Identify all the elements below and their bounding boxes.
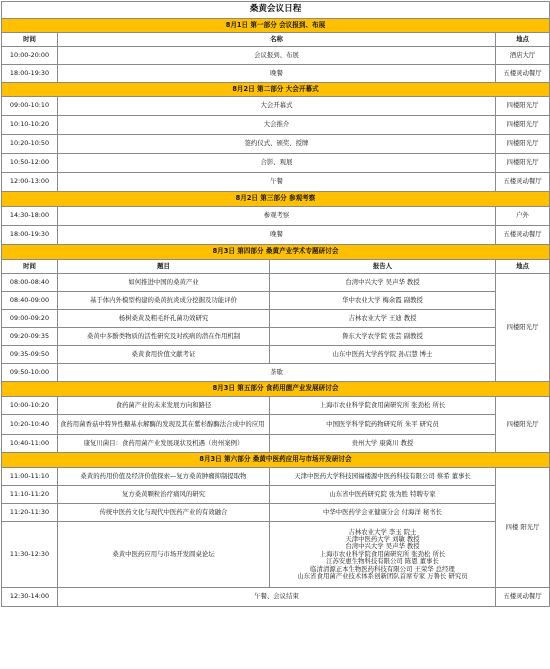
row-speaker: 吉林农业大学 王迪 教授 (270, 310, 496, 328)
row-time: 09:50-10:00 (2, 364, 58, 382)
row-venue: 酒店大厅 (496, 47, 550, 65)
section-2-title: 8月2日 第二部分 大会开幕式 (2, 83, 550, 97)
row-time: 14:30-18:00 (2, 207, 58, 226)
row-venue: 五楼灵动餐厅 (496, 65, 550, 83)
row-topic: 杨树桑黄及粗毛纤孔菌功效研究 (58, 310, 270, 328)
row-topic: 食药用菌香菇中特异性糖基水解酶的发现及其在紫杉醇酶法合成中的应用 (58, 415, 270, 435)
row-time: 08:00-08:40 (2, 274, 58, 292)
row-venue: 四楼 阳光厅 (496, 468, 550, 588)
row-venue: 四楼阳光厅 (496, 97, 550, 116)
table-row (2, 47, 550, 65)
row-topic: 复方桑黄颗粒治疗痛风的研究 (58, 486, 270, 504)
row-name: 合影、观展 (58, 154, 496, 173)
row-topic: 桑黄的药用价值及经济价值探索—复方桑黄肿瘤抑制提取物 (58, 468, 270, 486)
table-row (2, 292, 550, 310)
section-6-title: 8月3日 第六部分 桑黄中医药应用与市场开发研讨会 (2, 453, 550, 468)
row-time: 10:50-12:00 (2, 154, 58, 173)
row-speaker: 上海市农业科学院食用菌研究所 张劲松 所长 (270, 397, 496, 415)
row-topic: 康复川菌目：食药用菌产业发展现状及机遇（贵州案例） (58, 435, 270, 453)
page-title: 桑黄会议日程 (2, 2, 550, 19)
forum-speakers (270, 522, 496, 588)
forum-speaker: 台湾中兴大学 吴声华 教授 (345, 542, 420, 551)
row-time: 12:00-13:00 (2, 173, 58, 192)
row-venue: 五楼灵动餐厅 (496, 588, 550, 607)
row-speaker: 华中农业大学 梅余霞 副教授 (270, 292, 496, 310)
table-row (2, 116, 550, 135)
row-time: 10:40-11:00 (2, 435, 58, 453)
row-name: 午餐、会议结束 (58, 588, 496, 607)
row-topic: 桑黄食用价值文献考证 (58, 346, 270, 364)
row-topic: 传统中医药文化与现代中医药产业的有效融合 (58, 504, 270, 522)
table-row (2, 364, 550, 382)
row-name: 参观考察 (58, 207, 496, 226)
header-venue: 地点 (496, 33, 550, 47)
forum-speaker: 上海市农业科学院食用菌研究所 张劲松 所长 (319, 549, 446, 558)
section-1-title: 8月1日 第一部分 会议报到、布展 (2, 19, 550, 33)
row-time: 10:20-10:40 (2, 415, 58, 435)
row-speaker: 鲁东大学农学院 张芸 副教授 (270, 328, 496, 346)
row-speaker: 中华中医药学会亚健康分会 付海洋 秘书长 (270, 504, 496, 522)
table-row (2, 328, 550, 346)
table-row (2, 207, 550, 226)
row-time: 18:00-19:30 (2, 65, 58, 83)
row-time: 09:20-09:35 (2, 328, 58, 346)
row-name: 会议报到、布展 (58, 47, 496, 65)
table-row (2, 435, 550, 453)
row-time: 12:30-14:00 (2, 588, 58, 607)
row-speaker: 山东中医药大学药学院 孙启慧 博士 (270, 346, 496, 364)
row-speaker: 贵州大学 康冀川 教授 (270, 435, 496, 453)
row-topic: 桑黄中多酚类物质的活性研究及对疾病的潜在作用机制 (58, 328, 270, 346)
row-topic: 如何推进中国的桑黄产业 (58, 274, 270, 292)
row-name: 大会推介 (58, 116, 496, 135)
row-venue: 户外 (496, 207, 550, 226)
row-venue: 四楼阳光厅 (496, 154, 550, 173)
table-row (2, 226, 550, 245)
row-time: 09:00-09:20 (2, 310, 58, 328)
section-4-title: 8月3日 第四部分 桑黄产业学术专题研讨会 (2, 245, 550, 260)
section-3-title: 8月2日 第三部分 参观考察 (2, 192, 550, 207)
header-time: 时间 (2, 33, 58, 47)
table-row (2, 173, 550, 192)
row-time: 11:30-12:30 (2, 522, 58, 588)
table-row (2, 154, 550, 173)
forum-speaker: 天津中医药大学 刘敏 教授 (345, 535, 420, 544)
forum-speaker: 江苏安惠生物科技有限公司 陈恩 董事长 (326, 557, 439, 566)
row-topic: 茶歇 (58, 364, 496, 382)
row-time: 10:20-10:50 (2, 135, 58, 154)
row-speaker: 中国医学科学院药物研究所 朱平 研究员 (270, 415, 496, 435)
table-row (2, 97, 550, 116)
table-row (2, 397, 550, 415)
row-name: 晚餐 (58, 65, 496, 83)
row-speaker: 台湾中兴大学 吴声华 教授 (270, 274, 496, 292)
row-time: 09:00-10:10 (2, 97, 58, 116)
forum-speaker: 临清清源正本生物医药科技有限公司 王荣华 总经理 (310, 564, 455, 573)
forum-speaker: 吉林农业大学 李玉 院士 (348, 527, 417, 536)
row-time: 18:00-19:30 (2, 226, 58, 245)
header-venue: 地点 (496, 260, 550, 274)
table-row (2, 486, 550, 504)
row-name: 午餐 (58, 173, 496, 192)
table-row (2, 522, 550, 588)
table-row (2, 346, 550, 364)
header-name: 名称 (58, 33, 496, 47)
row-time: 11:00-11:10 (2, 468, 58, 486)
row-name: 晚餐 (58, 226, 496, 245)
header-time: 时间 (2, 260, 58, 274)
table-row (2, 310, 550, 328)
section-5-title: 8月3日 第五部分 食药用菌产业发展研讨会 (2, 382, 550, 397)
row-time: 08:40-09:00 (2, 292, 58, 310)
row-topic: 基于体内外模型构建的桑黄抗炎成分挖掘及功能评价 (58, 292, 270, 310)
row-time: 10:10-10:20 (2, 116, 58, 135)
table-row (2, 65, 550, 83)
table-row (2, 274, 550, 292)
row-time: 11:10-11:20 (2, 486, 58, 504)
table-row (2, 504, 550, 522)
agenda-table (1, 1, 550, 607)
row-venue: 四楼阳光厅 (496, 397, 550, 453)
table-row (2, 588, 550, 607)
row-time: 09:35-09:50 (2, 346, 58, 364)
row-venue: 四楼阳光厅 (496, 135, 550, 154)
row-time: 10:00-20:00 (2, 47, 58, 65)
row-topic: 桑黄中医药应用与市场开发圆桌论坛 (58, 522, 270, 588)
row-topic: 食药菌产业的未来发展方向和路径 (58, 397, 270, 415)
forum-speaker: 山东省食用菌产业技术体系创新团队首席专家 万鲁长 研究员 (297, 571, 468, 580)
row-speaker: 山东省中医药研究院 张为胜 特聘专家 (270, 486, 496, 504)
row-venue: 四楼阳光厅 (496, 274, 550, 382)
header-topic: 题目 (58, 260, 270, 274)
header-speaker: 报告人 (270, 260, 496, 274)
table-row (2, 468, 550, 486)
table-row (2, 415, 550, 435)
table-row (2, 135, 550, 154)
row-venue: 五楼灵动餐厅 (496, 226, 550, 245)
row-name: 大会开幕式 (58, 97, 496, 116)
row-venue: 五楼灵动餐厅 (496, 173, 550, 192)
row-speaker: 天津中医药大学科技园福楼源中医药科技有限公司 蔡希 董事长 (270, 468, 496, 486)
row-venue: 四楼阳光厅 (496, 116, 550, 135)
row-time: 10:00-10:20 (2, 397, 58, 415)
row-time: 11:20-11:30 (2, 504, 58, 522)
row-name: 签约仪式、颁奖、授牌 (58, 135, 496, 154)
